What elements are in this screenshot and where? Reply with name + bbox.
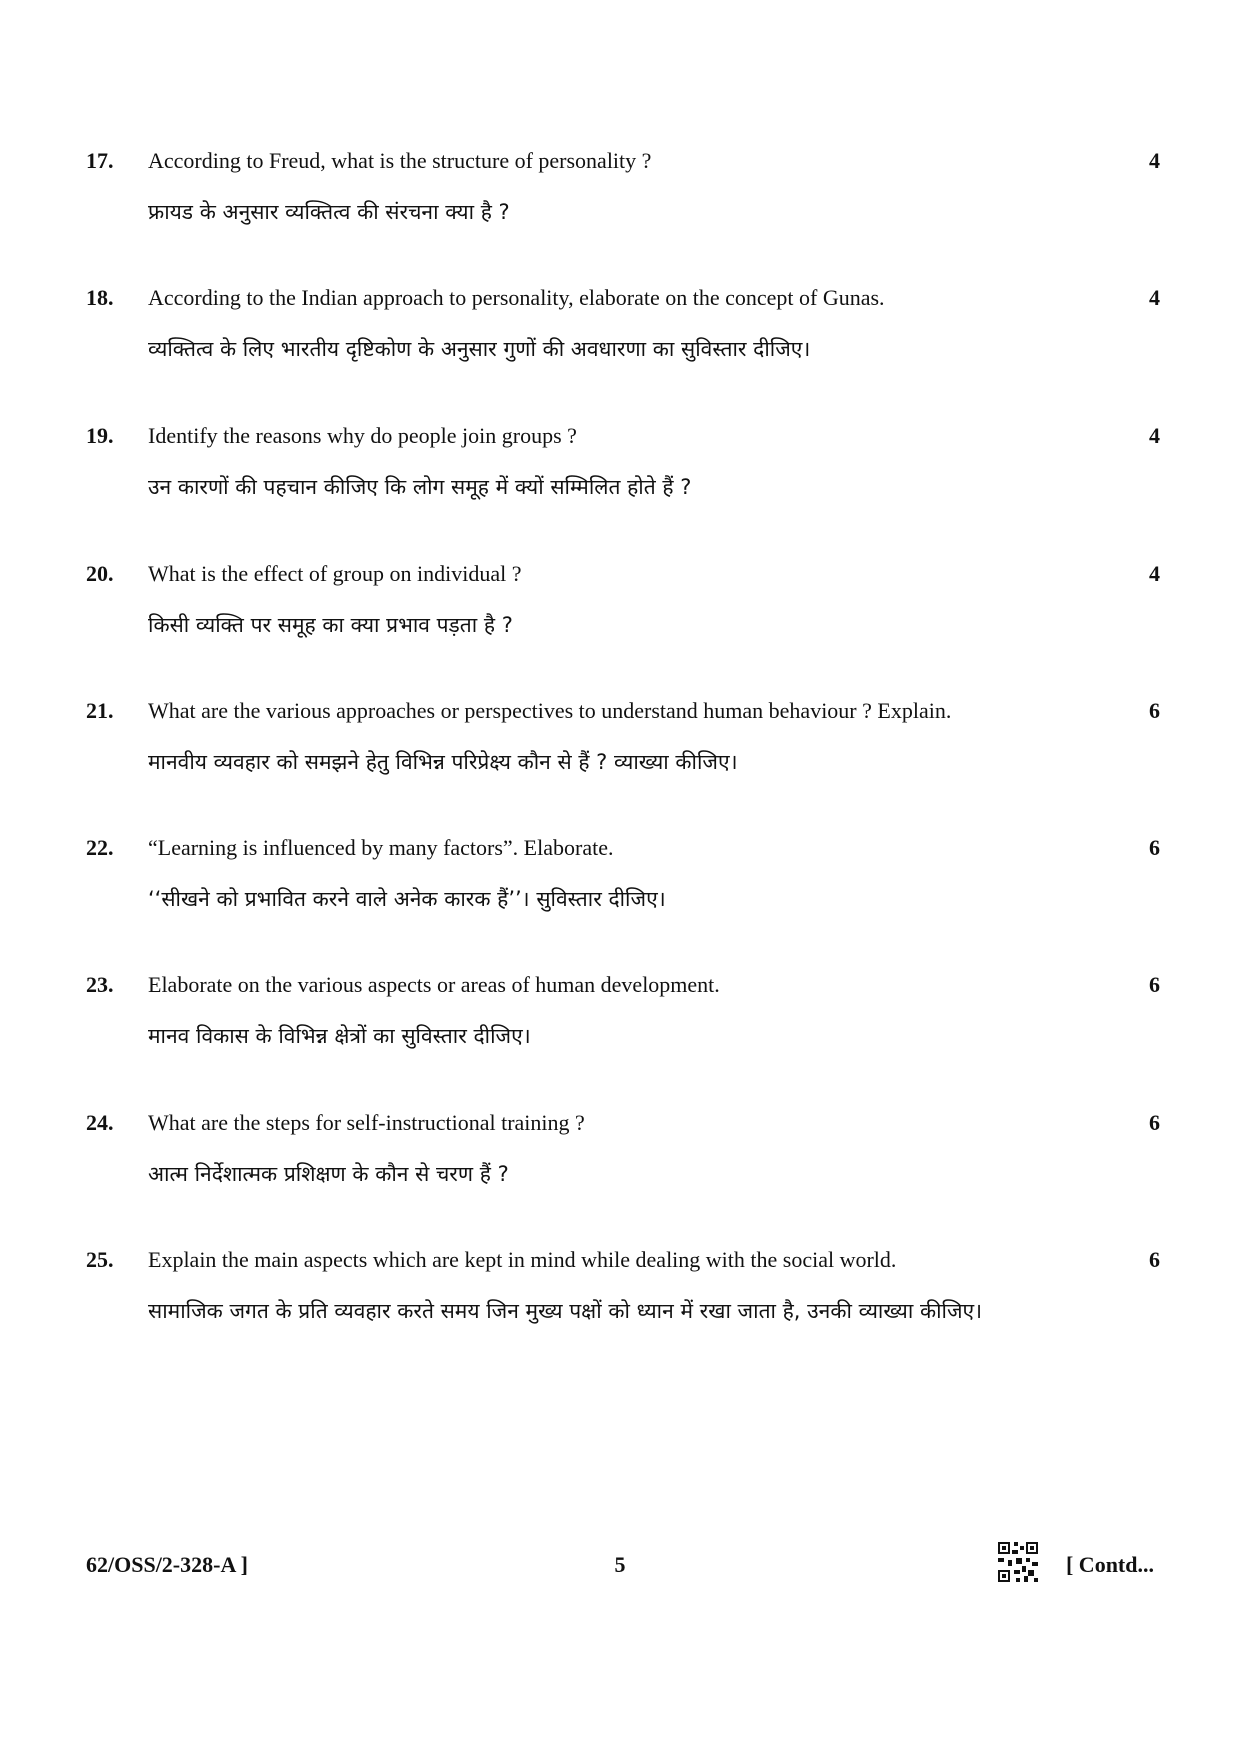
question-marks: 6 [1149, 1247, 1160, 1272]
question-23 [86, 970, 1160, 1100]
question-18 [86, 283, 1160, 413]
question-marks: 4 [1149, 285, 1160, 310]
question-text-english: According to Freud, what is the structure of personality ? [148, 148, 652, 173]
question-number: 21. [86, 698, 114, 723]
question-17 [86, 146, 1160, 276]
paper-code: 62/OSS/2-328-A ] [86, 1552, 248, 1577]
question-text-hindi: व्यक्तित्व के लिए भारतीय दृष्टिकोण के अनुसार गुणों की अवधारणा का सुविस्तार दीजिए। [148, 337, 811, 361]
question-number: 18. [86, 285, 114, 310]
question-text-hindi: मानवीय व्यवहार को समझने हेतु विभिन्न परिप्रेक्ष्य कौन से हैं ? व्याख्या कीजिए। [148, 750, 738, 774]
question-number: 23. [86, 972, 114, 997]
question-text-hindi: किसी व्यक्ति पर समूह का क्या प्रभाव पड़ता है ? [148, 613, 513, 637]
question-text-english: What are the various approaches or perspectives to understand human behaviour ? Explain. [148, 698, 952, 723]
question-20 [86, 559, 1160, 689]
question-text-hindi: मानव विकास के विभिन्न क्षेत्रों का सुविस्तार दीजिए। [148, 1024, 531, 1048]
qr-code-icon [998, 1542, 1038, 1582]
question-24 [86, 1108, 1160, 1238]
question-text-hindi: फ्रायड के अनुसार व्यक्तित्व की संरचना क्या है ? [148, 200, 510, 224]
question-text-english: Elaborate on the various aspects or areas of human development. [148, 972, 720, 997]
question-marks: 6 [1149, 698, 1160, 723]
question-marks: 4 [1149, 423, 1160, 448]
question-number: 19. [86, 423, 114, 448]
question-marks: 4 [1149, 148, 1160, 173]
question-text-english: Identify the reasons why do people join groups ? [148, 423, 577, 448]
question-marks: 4 [1149, 561, 1160, 586]
question-22 [86, 833, 1160, 963]
question-text-english: According to the Indian approach to personality, elaborate on the concept of Gunas. [148, 285, 885, 310]
question-text-hindi: उन कारणों की पहचान कीजिए कि लोग समूह में क्यों सम्मिलित होते हैं ? [148, 475, 692, 499]
question-text-english: Explain the main aspects which are kept in mind while dealing with the social world. [148, 1247, 897, 1272]
question-number: 20. [86, 561, 114, 586]
question-text-hindi: सामाजिक जगत के प्रति व्यवहार करते समय जिन मुख्य पक्षों को ध्यान में रखा जाता है, उनकी व्याख्या कीजिए। [148, 1299, 983, 1323]
question-marks: 6 [1149, 972, 1160, 997]
question-text-english: “Learning is influenced by many factors”. Elaborate. [148, 835, 614, 860]
question-number: 22. [86, 835, 114, 860]
continued-label: [ Contd... [1065, 1552, 1154, 1577]
question-25 [86, 1245, 1160, 1375]
question-number: 25. [86, 1247, 114, 1272]
question-number: 17. [86, 148, 114, 173]
question-21 [86, 696, 1160, 826]
question-text-hindi: आत्म निर्देशात्मक प्रशिक्षण के कौन से चरण हैं ? [148, 1162, 509, 1186]
question-number: 24. [86, 1110, 114, 1135]
question-text-hindi: ‘‘सीखने को प्रभावित करने वाले अनेक कारक हैं’’। सुविस्तार दीजिए। [148, 887, 666, 911]
question-marks: 6 [1149, 835, 1160, 860]
question-text-english: What is the effect of group on individual ? [148, 561, 522, 586]
question-marks: 6 [1149, 1110, 1160, 1135]
question-19 [86, 421, 1160, 551]
page-number: 5 [614, 1552, 626, 1577]
question-text-english: What are the steps for self-instructional training ? [148, 1110, 585, 1135]
